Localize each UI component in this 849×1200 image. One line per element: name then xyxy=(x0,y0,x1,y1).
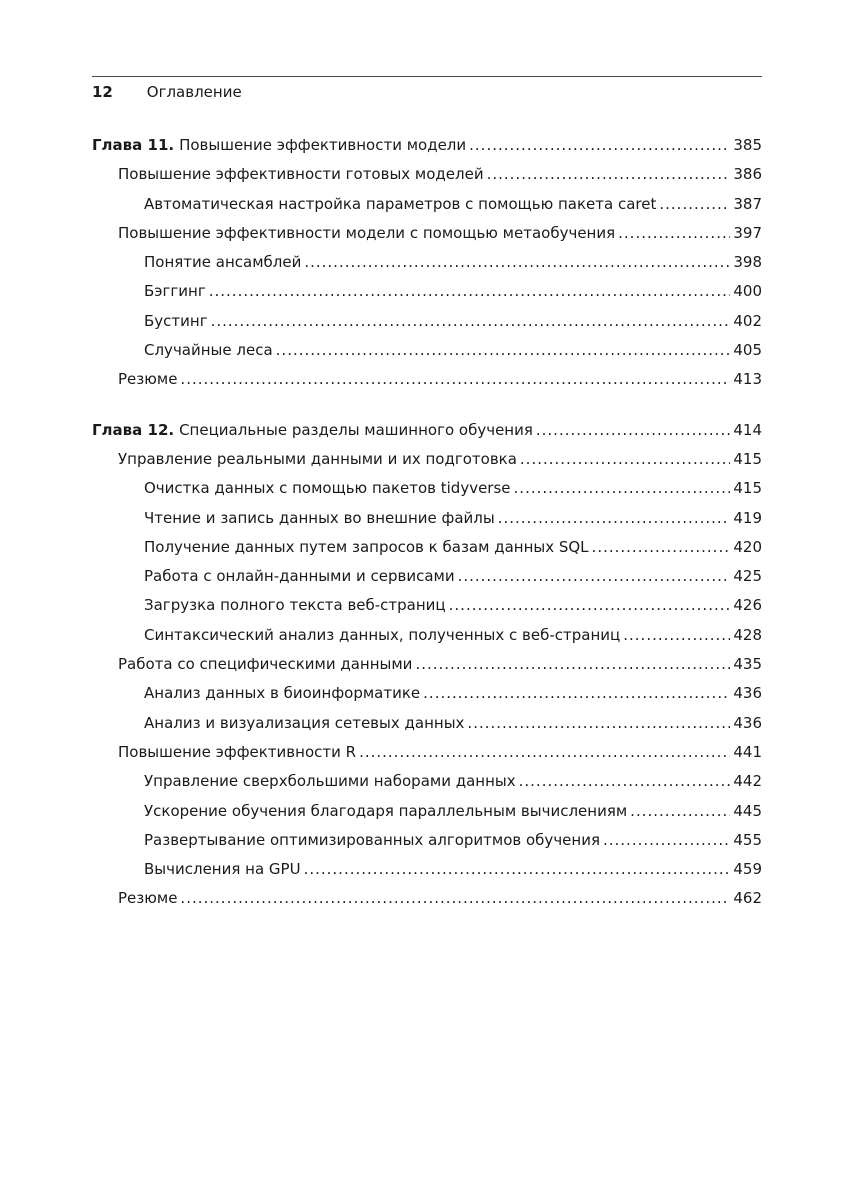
toc-subsection-entry[interactable] xyxy=(92,507,762,536)
dot-leader xyxy=(211,310,731,332)
subsection-title: Понятие ансамблей xyxy=(144,253,302,272)
subsection-title: Управление сверхбольшими наборами данных xyxy=(144,772,516,791)
dot-leader xyxy=(469,134,730,156)
subsection-title: Очистка данных с помощью пакетов tidyverse xyxy=(144,479,511,498)
subsection-title: Анализ данных в биоинформатике xyxy=(144,684,421,703)
toc-subsection-entry[interactable] xyxy=(92,594,762,623)
running-header xyxy=(92,82,762,102)
section-title: Резюме xyxy=(118,889,178,908)
page-number: 12 xyxy=(92,83,113,101)
page-ref: 425 xyxy=(733,567,762,586)
header-rule xyxy=(92,76,762,77)
dot-leader xyxy=(209,280,731,302)
page-ref: 455 xyxy=(733,830,762,849)
toc-subsection-entry[interactable] xyxy=(92,193,762,222)
section-title: Управление реальными данными и их подготовка xyxy=(118,449,517,468)
table-of-contents xyxy=(92,134,762,938)
page-ref: 435 xyxy=(733,655,762,674)
toc-subsection-entry[interactable] xyxy=(92,280,762,309)
page-ref: 402 xyxy=(733,311,762,330)
chapter-title: Специальные разделы машинного обучения xyxy=(179,420,533,439)
page-ref: 400 xyxy=(733,282,762,301)
toc-subsection-entry[interactable] xyxy=(92,682,762,711)
dot-leader xyxy=(180,368,730,390)
toc-subsection-entry[interactable] xyxy=(92,251,762,280)
dot-leader xyxy=(304,251,730,273)
page-ref: 442 xyxy=(733,772,762,791)
dot-leader xyxy=(519,770,731,792)
toc-subsection-entry[interactable] xyxy=(92,339,762,368)
dot-leader xyxy=(630,800,730,822)
page-ref: 397 xyxy=(733,223,762,242)
subsection-title: Автоматическая настройка параметров с помощью пакета caret xyxy=(144,194,657,213)
dot-leader xyxy=(359,741,730,763)
chapter-12 xyxy=(92,419,762,917)
page-ref: 387 xyxy=(733,194,762,213)
section-title: Повышение эффективности модели с помощью метаобучения xyxy=(118,223,616,242)
page-ref: 428 xyxy=(733,625,762,644)
subsection-title: Бэггинг xyxy=(144,282,206,301)
dot-leader xyxy=(618,222,730,244)
toc-subsection-entry[interactable] xyxy=(92,800,762,829)
page-ref: 413 xyxy=(733,370,762,389)
section-title: Повышение эффективности готовых моделей xyxy=(118,165,484,184)
subsection-title: Загрузка полного текста веб-страниц xyxy=(144,596,446,615)
dot-leader xyxy=(498,507,731,529)
chapter-label: Глава 11. xyxy=(92,136,175,154)
page-ref: 436 xyxy=(733,684,762,703)
toc-section-entry[interactable] xyxy=(92,368,762,397)
page-ref: 426 xyxy=(733,596,762,615)
subsection-title: Развертывание оптимизированных алгоритмов обучения xyxy=(144,830,600,849)
dot-leader xyxy=(449,594,731,616)
toc-section-entry[interactable] xyxy=(92,887,762,916)
page-ref: 420 xyxy=(733,537,762,556)
dot-leader xyxy=(276,339,731,361)
page-ref: 414 xyxy=(733,420,762,439)
section-title: Повышение эффективности R xyxy=(118,742,357,761)
dot-leader xyxy=(592,536,731,558)
subsection-title: Работа с онлайн-данными и сервисами xyxy=(144,567,455,586)
chapter-title: Повышение эффективности модели xyxy=(179,136,467,154)
dot-leader xyxy=(623,624,730,646)
toc-subsection-entry[interactable] xyxy=(92,310,762,339)
toc-subsection-entry[interactable] xyxy=(92,477,762,506)
toc-section-entry[interactable] xyxy=(92,653,762,682)
subsection-title: Синтаксический анализ данных, полученных с веб-страниц xyxy=(144,625,621,644)
dot-leader xyxy=(423,682,730,704)
toc-chapter-entry[interactable] xyxy=(92,134,762,163)
page-ref: 419 xyxy=(733,508,762,527)
subsection-title: Случайные леса xyxy=(144,341,273,360)
page-ref: 415 xyxy=(733,479,762,498)
page-ref: 398 xyxy=(733,253,762,272)
page-ref: 405 xyxy=(733,341,762,360)
chapter-11 xyxy=(92,134,762,398)
toc-section-entry[interactable] xyxy=(92,448,762,477)
toc-section-entry[interactable] xyxy=(92,741,762,770)
toc-subsection-entry[interactable] xyxy=(92,565,762,594)
toc-section-entry[interactable] xyxy=(92,163,762,192)
subsection-title: Ускорение обучения благодаря параллельным вычислениям xyxy=(144,801,628,820)
subsection-title: Вычисления на GPU xyxy=(144,860,301,879)
dot-leader xyxy=(487,163,731,185)
page-ref: 436 xyxy=(733,713,762,732)
dot-leader xyxy=(458,565,731,587)
section-title: Резюме xyxy=(118,370,178,389)
page-ref: 385 xyxy=(733,136,762,154)
page-ref: 386 xyxy=(733,165,762,184)
page-ref: 462 xyxy=(733,889,762,908)
chapter-label: Глава 12. xyxy=(92,420,175,439)
dot-leader xyxy=(467,712,730,734)
section-title: Работа со специфическими данными xyxy=(118,655,413,674)
subsection-title: Анализ и визуализация сетевых данных xyxy=(144,713,465,732)
dot-leader xyxy=(536,419,730,441)
subsection-title: Чтение и запись данных во внешние файлы xyxy=(144,508,495,527)
dot-leader xyxy=(659,193,730,215)
toc-subsection-entry[interactable] xyxy=(92,829,762,858)
toc-subsection-entry[interactable] xyxy=(92,536,762,565)
page-ref: 415 xyxy=(733,449,762,468)
toc-subsection-entry[interactable] xyxy=(92,624,762,653)
toc-section-entry[interactable] xyxy=(92,222,762,251)
dot-leader xyxy=(180,887,730,909)
dot-leader xyxy=(415,653,730,675)
toc-subsection-entry[interactable] xyxy=(92,858,762,887)
toc-chapter-entry[interactable] xyxy=(92,419,762,448)
subsection-title: Получение данных путем запросов к базам данных SQL xyxy=(144,537,589,556)
dot-leader xyxy=(304,858,731,880)
page-ref: 441 xyxy=(733,742,762,761)
running-title: Оглавление xyxy=(146,83,242,101)
page-ref: 445 xyxy=(733,801,762,820)
dot-leader xyxy=(514,477,731,499)
subsection-title: Бустинг xyxy=(144,311,208,330)
toc-subsection-entry[interactable] xyxy=(92,712,762,741)
page-ref: 459 xyxy=(733,860,762,879)
toc-subsection-entry[interactable] xyxy=(92,770,762,799)
dot-leader xyxy=(520,448,730,470)
dot-leader xyxy=(603,829,730,851)
